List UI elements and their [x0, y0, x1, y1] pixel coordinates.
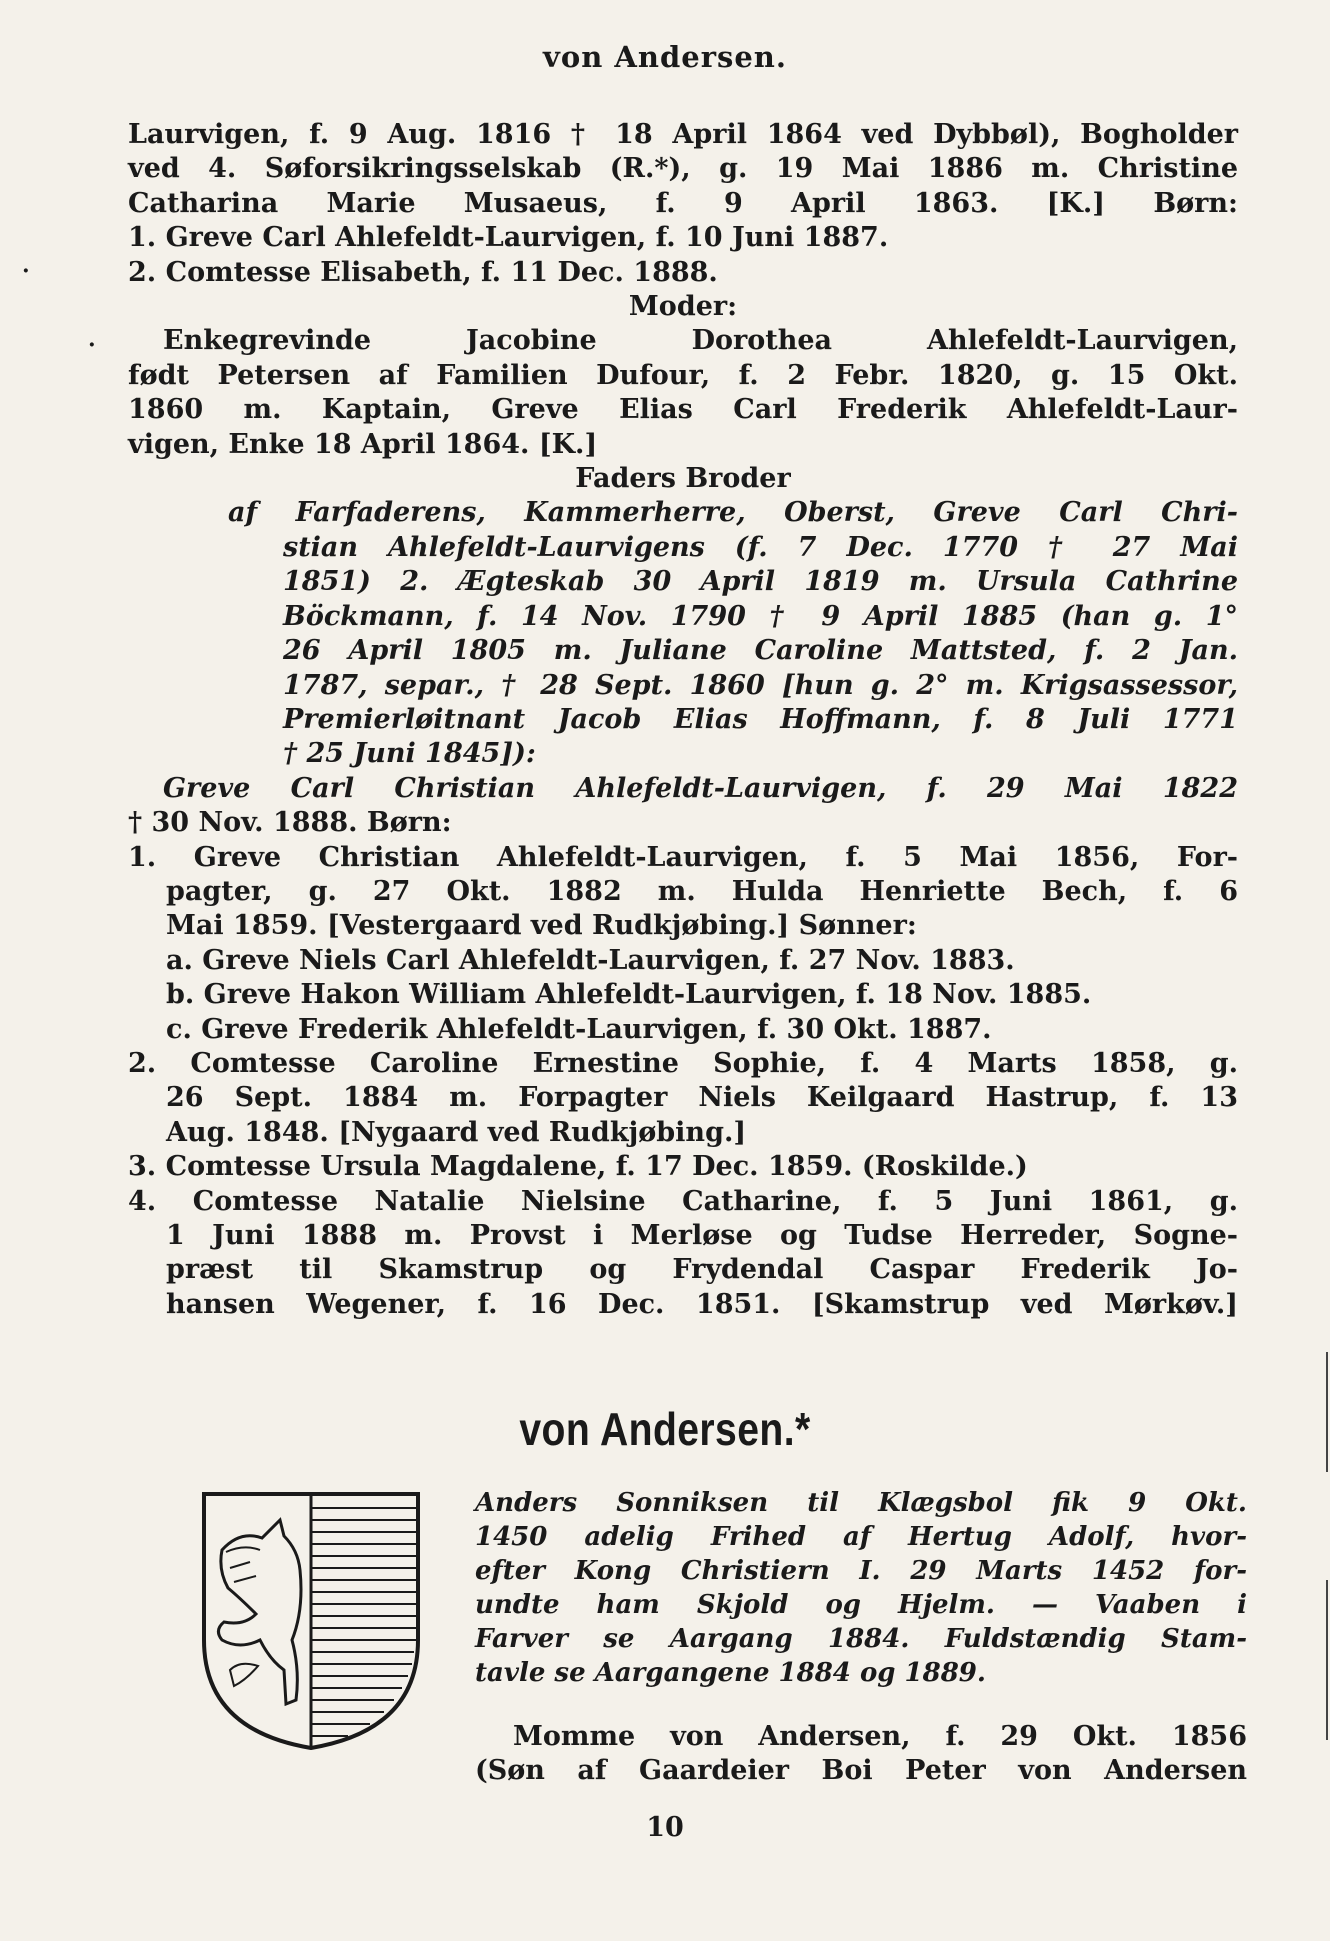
child-entry: 1. Greve Christian Ahlefeldt-Laurvigen, f. 5 Mai 1856, For-	[128, 841, 1238, 873]
grandchild-entry: b. Greve Hakon William Ahlefeldt-Laurvigen, f. 18 Nov. 1885.	[166, 979, 1092, 1011]
child-entry: 4. Comtesse Natalie Nielsine Catharine, f. 5 Juni 1861, g.	[128, 1185, 1238, 1217]
text-line: Aug. 1848. [Nygaard ved Rudkjøbing.]	[166, 1116, 747, 1148]
text-line: Premierløitnant Jacob Elias Hoffmann, f. 8 Juli 1771	[283, 703, 1238, 735]
text-line: † 25 Juni 1845]):	[283, 738, 536, 770]
text-line: 1787, separ., † 28 Sept. 1860 [hun g. 2° m. Krigsassessor,	[283, 669, 1238, 701]
text-line: af Farfaderens, Kammerherre, Oberst, Greve Carl Chri-	[228, 497, 1238, 529]
genealogy-body	[128, 118, 1238, 1322]
text-line: 26 April 1805 m. Juliane Caroline Mattsted, f. 2 Jan.	[283, 635, 1238, 667]
grandchild-entry: a. Greve Niels Carl Ahlefeldt-Laurvigen, f. 27 Nov. 1883.	[166, 944, 1015, 976]
text-line: præst til Skamstrup og Frydendal Caspar Frederik Jo-	[166, 1254, 1238, 1286]
page-number: 10	[646, 1812, 684, 1843]
text-line: 1 Juni 1888 m. Provst i Merløse og Tudse Herreder, Sogne-	[166, 1220, 1238, 1251]
subheading-mother: Moder:	[628, 291, 738, 323]
text-line: undte ham Skjold og Hjelm. — Vaaben i	[475, 1590, 1247, 1620]
page-header: von Andersen.	[543, 40, 787, 74]
text-line: Anders Sonniksen til Klægsbol fik 9 Okt.	[475, 1488, 1247, 1518]
margin-rule	[1326, 1580, 1328, 1740]
text-line: Momme von Andersen, f. 29 Okt. 1856	[513, 1721, 1247, 1752]
text-line: (Søn af Gaardeier Boi Peter von Andersen	[475, 1755, 1247, 1786]
margin-rule	[1326, 1352, 1328, 1472]
subheading-fathers-brother: Faders Broder	[575, 463, 791, 495]
arms-description	[475, 1486, 1247, 1690]
text-line: Mai 1859. [Vestergaard ved Rudkjøbing.] Sønner:	[166, 910, 917, 942]
text-line: ved 4. Søforsikringsselskab (R.*), g. 19 Mai 1886 m. Christine	[128, 153, 1238, 185]
entry-start	[475, 1720, 1247, 1788]
child-entry: 1. Greve Carl Ahlefeldt-Laurvigen, f. 10 Juni 1887.	[128, 222, 889, 254]
text-line: hansen Wegener, f. 16 Dec. 1851. [Skamstrup ved Mørkøv.]	[166, 1288, 1238, 1320]
child-entry: 2. Comtesse Elisabeth, f. 11 Dec. 1888.	[128, 256, 718, 288]
child-entry: 3. Comtesse Ursula Magdalene, f. 17 Dec. 1859. (Roskilde.)	[128, 1151, 1028, 1183]
section-title: von Andersen.*	[519, 1403, 811, 1455]
text-line: 1860 m. Kaptain, Greve Elias Carl Frederik Ahlefeldt-Laur-	[128, 394, 1238, 426]
text-line: 1851) 2. Ægteskab 30 April 1819 m. Ursula Cathrine	[283, 566, 1238, 598]
text-line: 26 Sept. 1884 m. Forpagter Niels Keilgaard Hastrup, f. 13	[166, 1082, 1238, 1114]
text-line: tavle se Aargangene 1884 og 1889.	[475, 1658, 986, 1688]
margin-mark: ·	[88, 332, 96, 358]
text-line: Greve Carl Christian Ahlefeldt-Laurvigen, f. 29 Mai 1822	[163, 772, 1238, 804]
text-line: 1450 adelig Frihed af Hertug Adolf, hvor-	[475, 1522, 1247, 1552]
grandchild-entry: c. Greve Frederik Ahlefeldt-Laurvigen, f. 30 Okt. 1887.	[166, 1013, 992, 1045]
text-line: vigen, Enke 18 April 1864. [K.]	[128, 428, 598, 460]
text-line: Catharina Marie Musaeus, f. 9 April 1863. [K.] Børn:	[128, 187, 1238, 219]
coat-of-arms-icon	[200, 1490, 422, 1752]
text-line: pagter, g. 27 Okt. 1882 m. Hulda Henriette Bech, f. 6	[166, 875, 1238, 907]
text-line: Böckmann, f. 14 Nov. 1790 † 9 April 1885 (han g. 1°	[283, 600, 1238, 632]
child-entry: 2. Comtesse Caroline Ernestine Sophie, f. 4 Marts 1858, g.	[128, 1047, 1238, 1079]
text-line: født Petersen af Familien Dufour, f. 2 Febr. 1820, g. 15 Okt.	[128, 359, 1238, 391]
text-line: † 30 Nov. 1888. Børn:	[128, 807, 452, 839]
text-line: efter Kong Christiern I. 29 Marts 1452 for-	[475, 1556, 1247, 1586]
text-line: stian Ahlefeldt-Laurvigens (f. 7 Dec. 1770 † 27 Mai	[283, 531, 1238, 563]
text-line: Farver se Aargang 1884. Fuldstændig Stam-	[475, 1624, 1247, 1654]
text-line: Laurvigen, f. 9 Aug. 1816 † 18 April 1864 ved Dybbøl), Bogholder	[128, 119, 1238, 150]
text-line: Enkegrevinde Jacobine Dorothea Ahlefeldt-Laurvigen,	[163, 325, 1238, 357]
margin-mark: ·	[22, 258, 30, 284]
